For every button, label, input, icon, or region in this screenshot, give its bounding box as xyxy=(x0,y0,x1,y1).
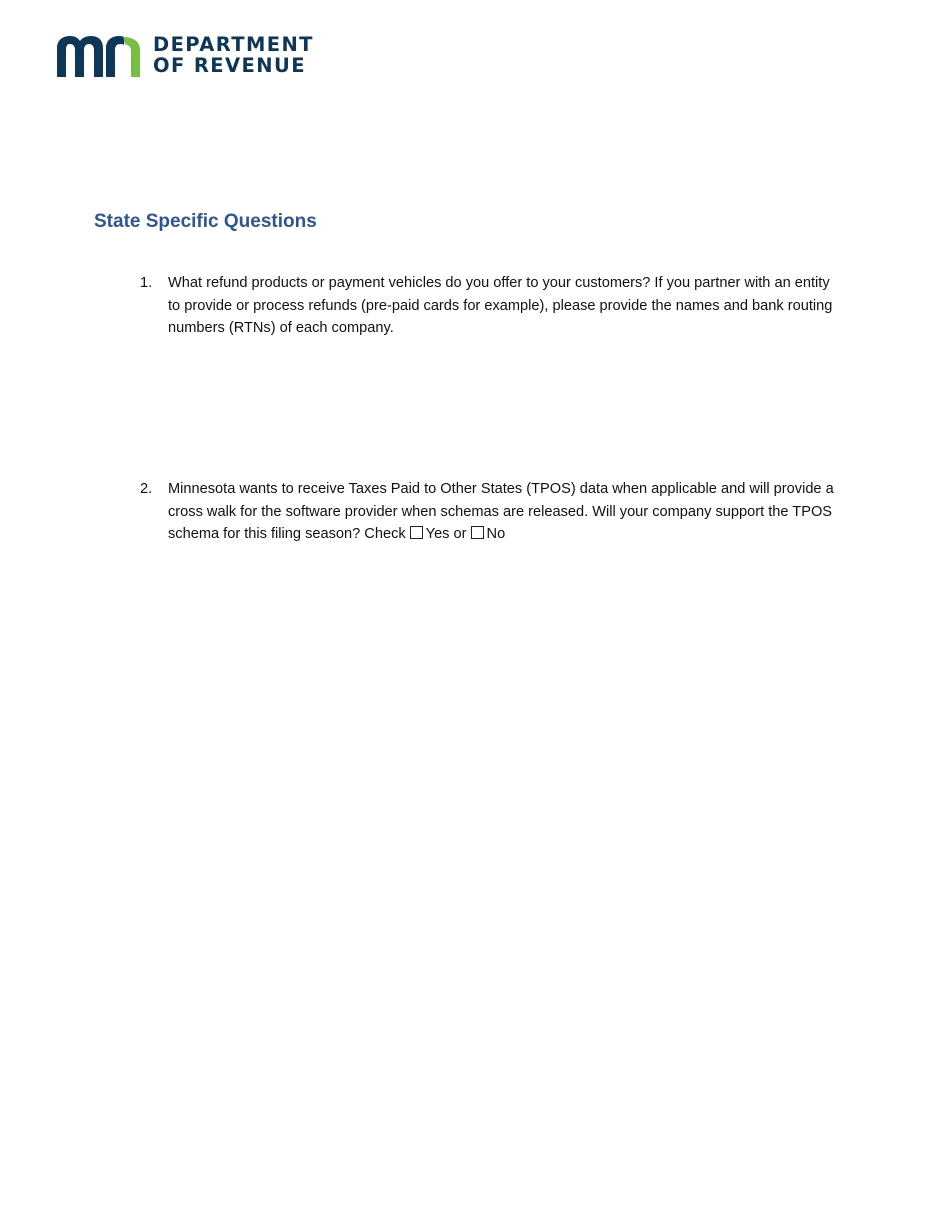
question-number: 1. xyxy=(140,275,153,291)
no-label: No xyxy=(486,526,506,542)
question-text-body: Minnesota wants to receive Taxes Paid to Other States (TPOS) data when applicable and will provide a cross walk for the software provider when schemas are released. Will your company support the TPOS schema for this filing season? Check xyxy=(168,481,834,542)
logo-wordmark xyxy=(153,34,314,76)
no-checkbox[interactable] xyxy=(471,526,484,539)
yes-label: Yes xyxy=(425,526,450,542)
mn-logo-mark-icon xyxy=(57,34,147,78)
or-connector: or xyxy=(453,526,467,542)
question-text: What refund products or payment vehicles do you offer to your customers? If you partner with an entity to provide or process refunds (pre-paid cards for example), please provide the names and bank routing numbers (RTNs) of each company. xyxy=(168,275,833,336)
logo-line-department: DEPARTMENT xyxy=(153,33,314,56)
department-of-revenue-logo xyxy=(57,33,314,78)
question-text xyxy=(168,478,843,546)
section-heading: State Specific Questions xyxy=(94,211,317,232)
question-number: 2. xyxy=(140,481,153,497)
yes-checkbox[interactable] xyxy=(410,526,423,539)
logo-line-of-revenue: OF REVENUE xyxy=(153,54,306,77)
